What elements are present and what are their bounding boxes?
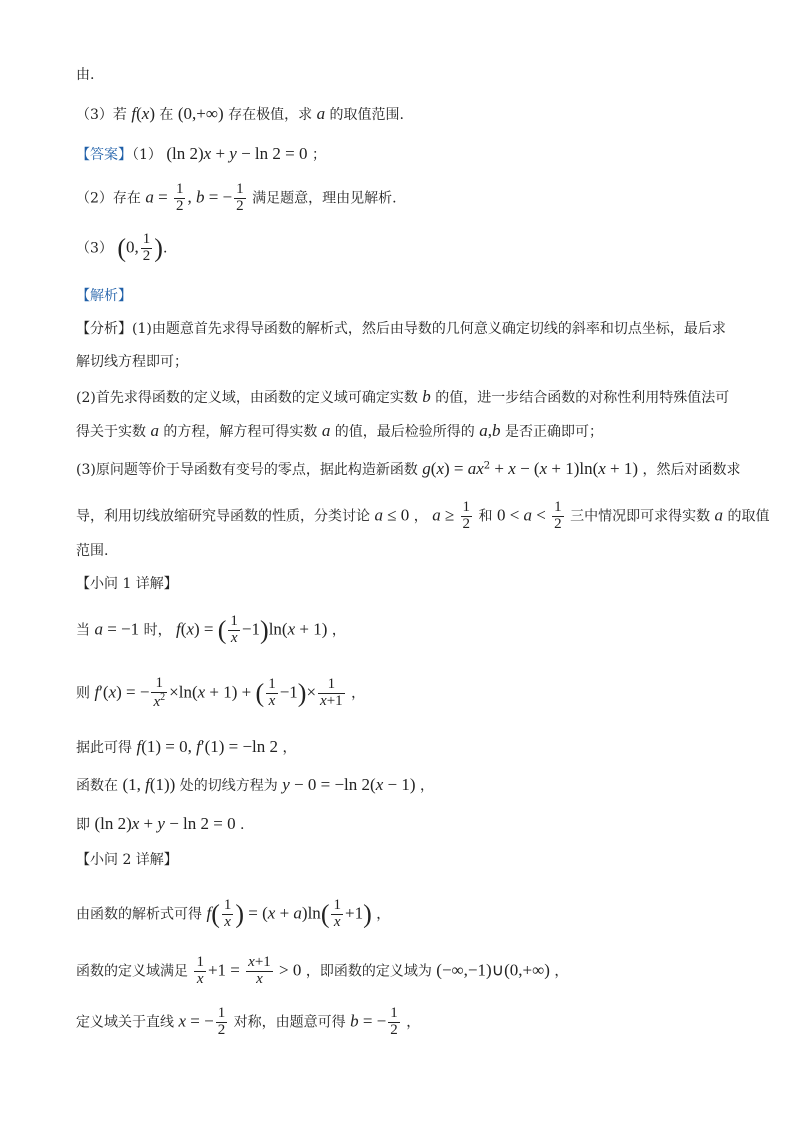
analysis-line-4: 得关于实数 a 的方程，解方程可得实数 a 的值，最后检验所得的 a,b 是否正确即可； xyxy=(76,421,603,440)
solution-2-line-1: 由函数的解析式可得 f( $\frac{1}{x}$ ) = (x + a)ln( $\frac{1}{x}$ +1) ， xyxy=(76,897,391,930)
answer-2: （2）存在 a = $\frac{1}{2}$ , b = − $\frac{1}{2}$ 满足题意，理由见解析. xyxy=(76,181,397,214)
analysis-line-5: (3)原问题等价于导函数有变号的零点，据此构造新函数 $g(x) = ax^2 + x - (x + 1)\ln(x + 1)$ ，然后对函数求 xyxy=(76,459,741,478)
answer-1: 【答案】（1） (ln 2)x + y − ln 2 = 0 ； xyxy=(76,144,326,163)
answer-3: （3） (0, $\frac{1}{2}$ ). xyxy=(76,231,168,264)
solution-1-line-2: 则 f′(x) = − $\frac{1}{x^2}$ ×ln(x + 1) + ( $\frac{1}{x}$ −1)× $\frac{1}{x+1}$ ， xyxy=(76,675,366,710)
question-3: （3）若 f(x) 在 (0,+∞) 存在极值，求 a 的取值范围. xyxy=(76,104,404,123)
line-1: 由. xyxy=(76,67,95,83)
solution-1-line-4: 函数在 (1, f(1)) 处的切线方程为 y − 0 = −ln 2(x − 1) ， xyxy=(76,775,434,794)
analysis-line-3: (2)首先求得函数的定义域，由函数的定义域可确定实数 b 的值，进一步结合函数的对称性利用特殊值法可 xyxy=(76,387,730,406)
subquestion-2-heading: 【小问 2 详解】 xyxy=(76,852,178,868)
solution-1-line-3: 据此可得 f(1) = 0, f′(1) = −ln 2 ， xyxy=(76,737,297,756)
subquestion-1-heading: 【小问 1 详解】 xyxy=(76,576,178,592)
solution-1-line-1: 当 a = −1 时， f(x) = ( $\frac{1}{x}$ −1)ln(x + 1) ， xyxy=(76,613,346,646)
solution-2-line-3: 定义域关于直线 x = − $\frac{1}{2}$ 对称，由题意可得 b = − $\frac{1}{2}$ ， xyxy=(76,1005,421,1038)
solution-1-line-5: 即 (ln 2)x + y − ln 2 = 0 . xyxy=(76,814,245,833)
analysis-heading: 【解析】 xyxy=(76,288,132,304)
analysis-line-7: 范围. xyxy=(76,543,109,559)
solution-2-line-2: 函数的定义域满足 $\frac{1}{x}$ +1 = $\frac{x+1}{x}$ > 0 ，即函数的定义域为 (−∞,−1)∪(0,+∞) ， xyxy=(76,954,569,987)
analysis-line-2: 解切线方程即可； xyxy=(76,354,188,370)
analysis-line-6: 导，利用切线放缩研究导函数的性质，分类讨论 a ≤ 0 ， a ≥ $\frac{1}{2}$ 和 0 < a < $\frac{1}{2}$ 三中情况即可求得实数 a 的取值 xyxy=(76,499,770,532)
analysis-line-1: 【分析】(1)由题意首先求得导函数的解析式，然后由导数的几何意义确定切线的斜率和切点坐标，最后求 xyxy=(76,321,726,337)
